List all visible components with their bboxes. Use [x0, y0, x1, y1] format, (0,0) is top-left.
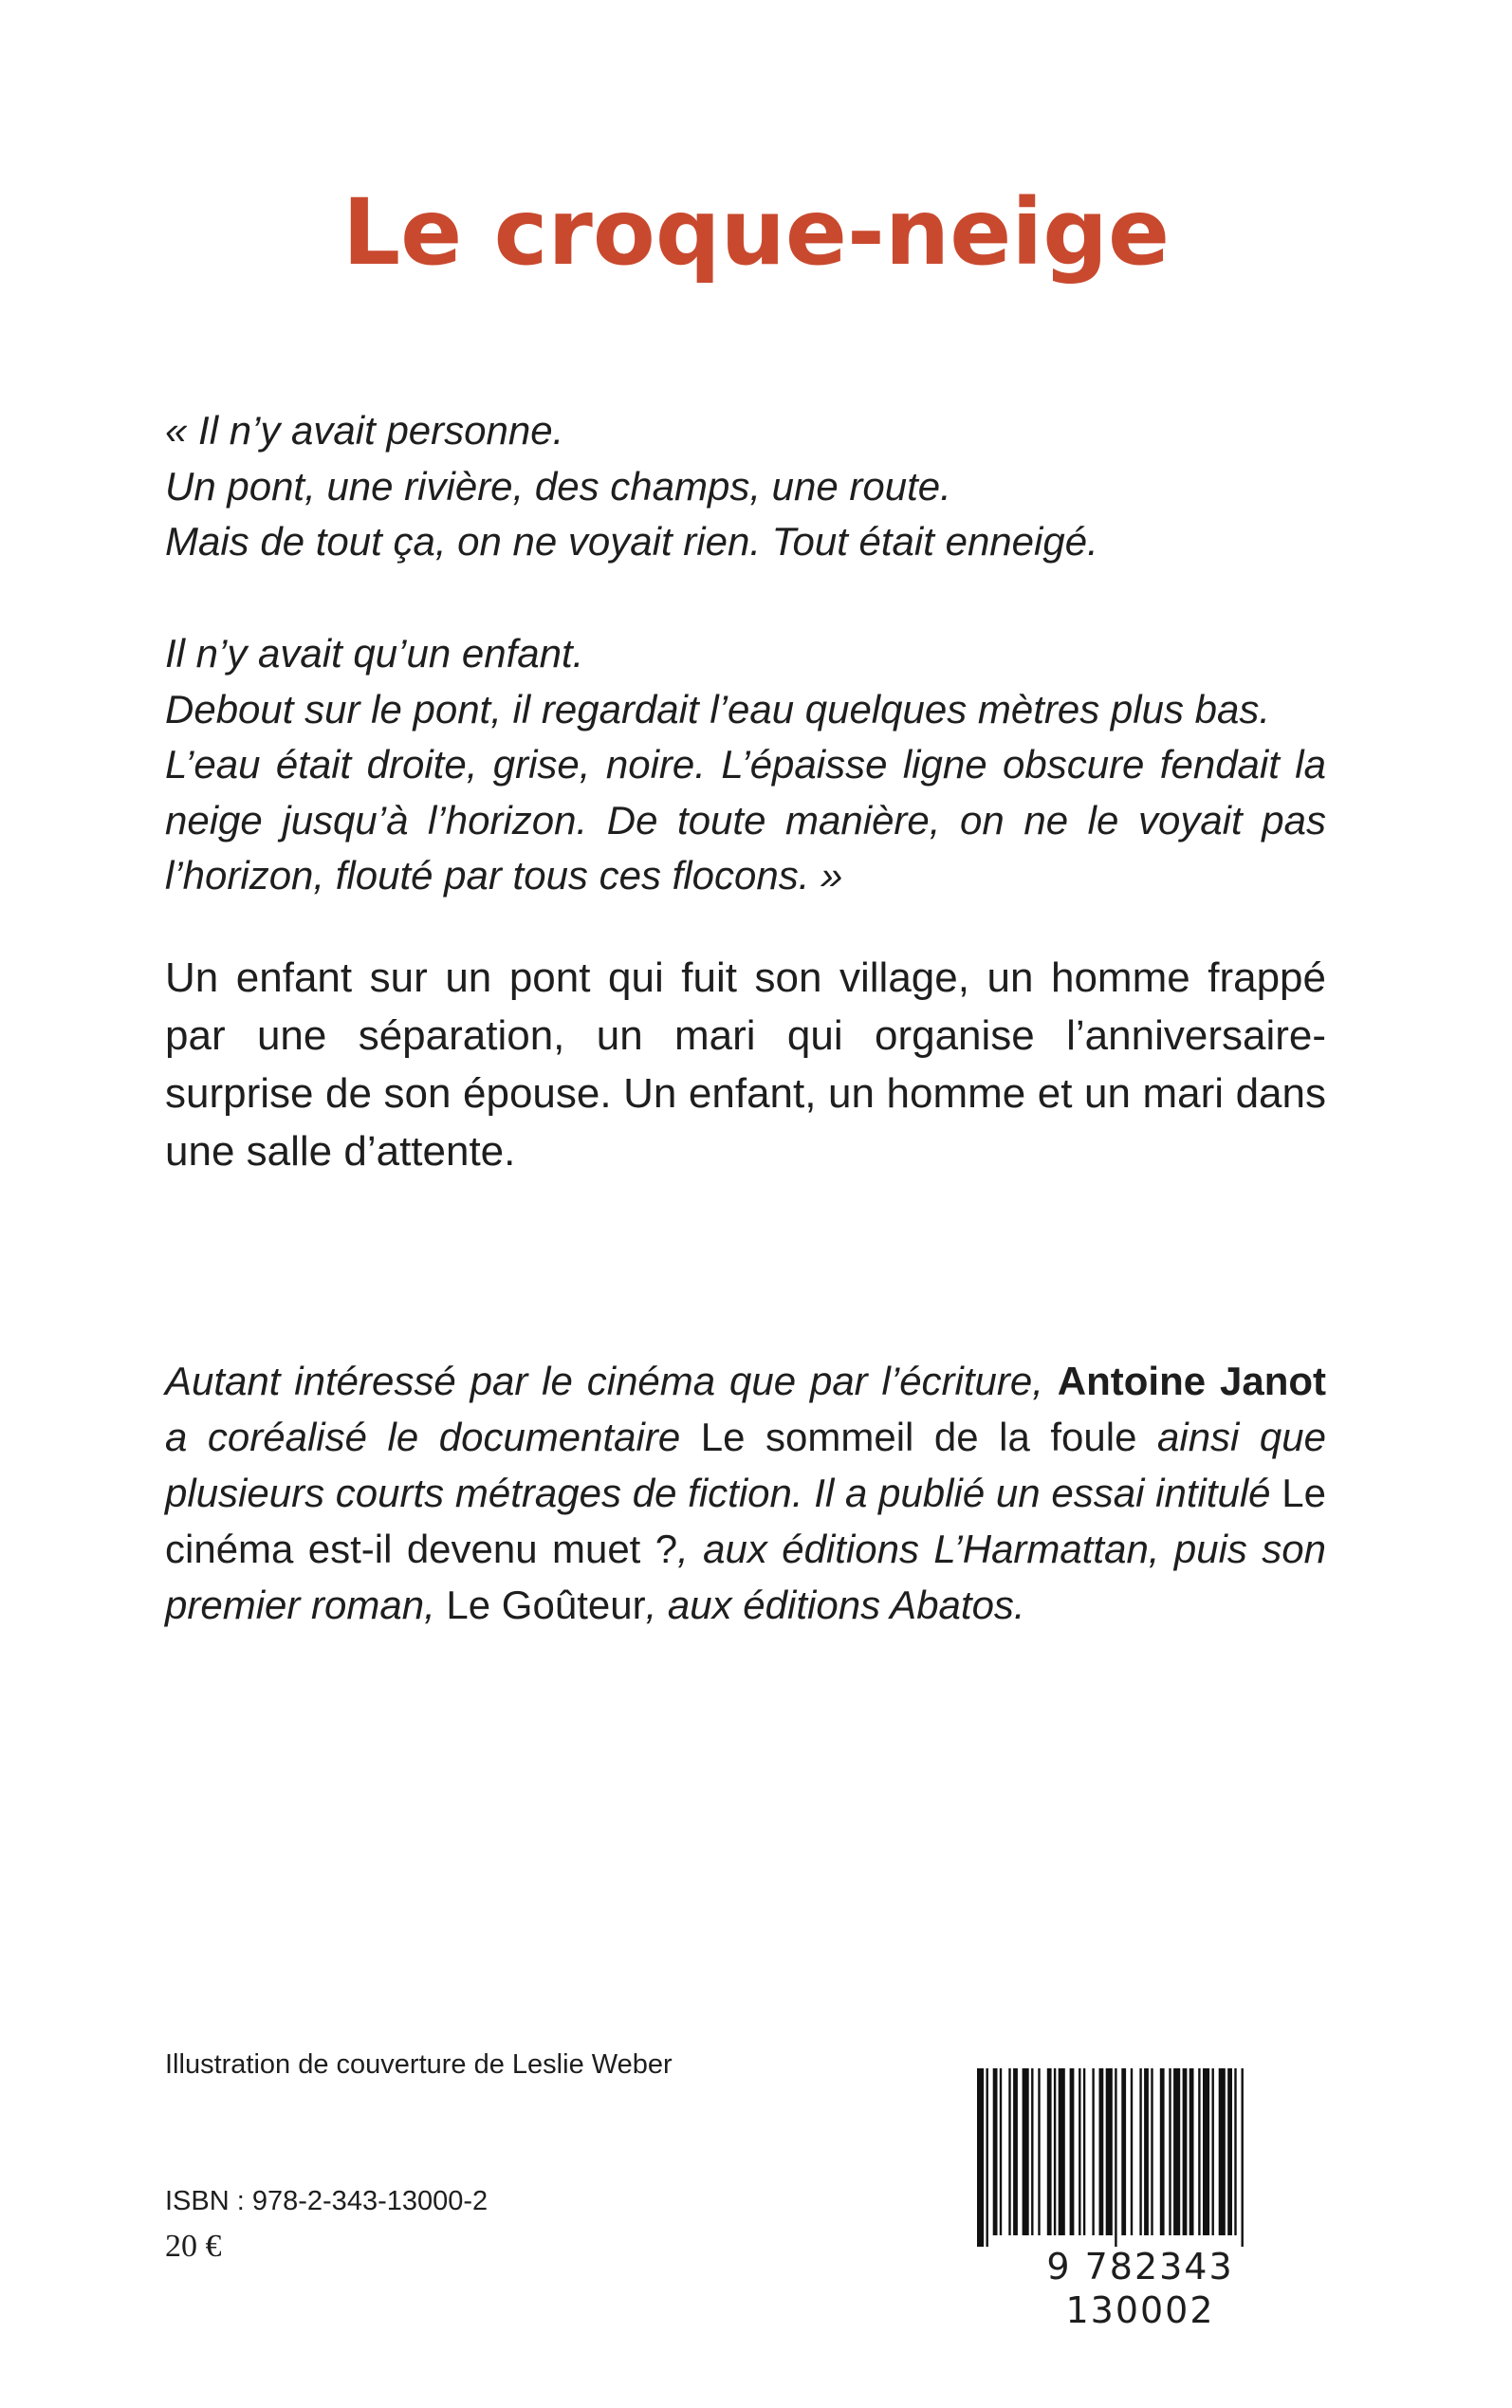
excerpt-paragraph-1 [165, 403, 1326, 570]
barcode-bar [1023, 2068, 1029, 2235]
barcode-bar [1198, 2068, 1200, 2235]
barcode-bar [977, 2068, 984, 2247]
barcode-bar [1160, 2068, 1165, 2235]
price: 20 € [165, 2229, 222, 2264]
essay-title: Le cinéma est-il devenu muet ? [165, 1471, 1326, 1571]
barcode-bar [1139, 2068, 1141, 2235]
excerpt-text: L’eau était droite, grise, noire. L’épaisse ligne obscure fendait la neige jusqu’à l’horizon. De toute manière, on ne le voyait pas l’horizon, flouté par tous ces flocons. » [165, 742, 1326, 898]
barcode-bar [1013, 2068, 1018, 2235]
bio-text: ainsi que plusieurs courts métrages de fiction. Il a publié un essai intitulé [165, 1415, 1326, 1515]
barcode-bar [1008, 2068, 1010, 2235]
barcode-bar [1092, 2068, 1094, 2235]
barcode-bar [1173, 2068, 1180, 2235]
barcode-bar [1212, 2068, 1214, 2235]
barcode-bar [1106, 2068, 1113, 2235]
book-title: Le croque-neige [341, 179, 1171, 286]
barcode-bar [1038, 2068, 1040, 2235]
barcode-bar [1000, 2068, 1002, 2235]
excerpt-line: Debout sur le pont, il regardait l’eau quelques mètres plus bas. [165, 686, 1271, 732]
barcode-bar [986, 2068, 988, 2247]
bio-text: Autant intéressé par le cinéma que par l’écriture, [165, 1359, 1058, 1403]
bio-text: , aux éditions Abatos. [645, 1583, 1025, 1627]
barcode-bar [1169, 2068, 1171, 2235]
barcode-bar [1183, 2068, 1188, 2235]
barcode-bar [1234, 2068, 1236, 2235]
barcode-bar [1115, 2068, 1116, 2247]
excerpt-line: Mais de tout ça, on ne voyait rien. Tout était enneigé. [165, 519, 1098, 564]
barcode-bar [1203, 2068, 1209, 2235]
excerpt-line: Un pont, une rivière, des champs, une route. [165, 463, 951, 509]
barcode-bar [1219, 2068, 1226, 2235]
barcode-bar [1031, 2068, 1033, 2235]
excerpt-line: Il n’y avait qu’un enfant. [165, 631, 584, 676]
author-name: Antoine Janot [1057, 1359, 1326, 1403]
barcode-bar [1099, 2068, 1104, 2235]
barcode-bar [993, 2068, 998, 2235]
barcode-bar [1189, 2068, 1194, 2235]
film-title: Le sommeil de la foule [700, 1415, 1137, 1459]
barcode-bar [1227, 2068, 1232, 2235]
barcode-bar [1242, 2068, 1244, 2247]
bio-text: a coréalisé le documentaire [165, 1415, 701, 1459]
book-summary: Un enfant sur un pont qui fuit son village, un homme frappé par une séparation, un mari qui organise l’anniversaire-surprise de son épouse. Un enfant, un homme et un mari dans une salle d’attente. [165, 954, 1326, 1175]
excerpt-line: « Il n’y avait personne. [165, 408, 564, 453]
barcode-bars [969, 2068, 1311, 2247]
novel-title: Le Goûteur [446, 1583, 646, 1627]
barcode-bar [1131, 2068, 1133, 2235]
author-bio [165, 1353, 1326, 1633]
barcode [969, 2068, 1311, 2331]
excerpt-paragraph-2 [165, 626, 1326, 904]
illustration-credit: Illustration de couverture de Leslie Weber [165, 2049, 673, 2080]
barcode-bar [1151, 2068, 1152, 2235]
barcode-bar [1070, 2068, 1075, 2235]
barcode-bar [1079, 2068, 1080, 2235]
isbn: ISBN : 978-2-343-13000-2 [165, 2186, 489, 2216]
bio-text: , aux éditions L’Harmattan, puis son premier roman, [165, 1527, 1326, 1627]
barcode-number: 9 782343 130002 [1046, 2246, 1234, 2331]
barcode-bar [1059, 2068, 1065, 2235]
barcode-bar [1121, 2068, 1126, 2235]
barcode-bar [1144, 2068, 1149, 2235]
barcode-bar [1047, 2068, 1052, 2235]
barcode-bar [1054, 2068, 1056, 2235]
barcode-bar [1083, 2068, 1085, 2235]
